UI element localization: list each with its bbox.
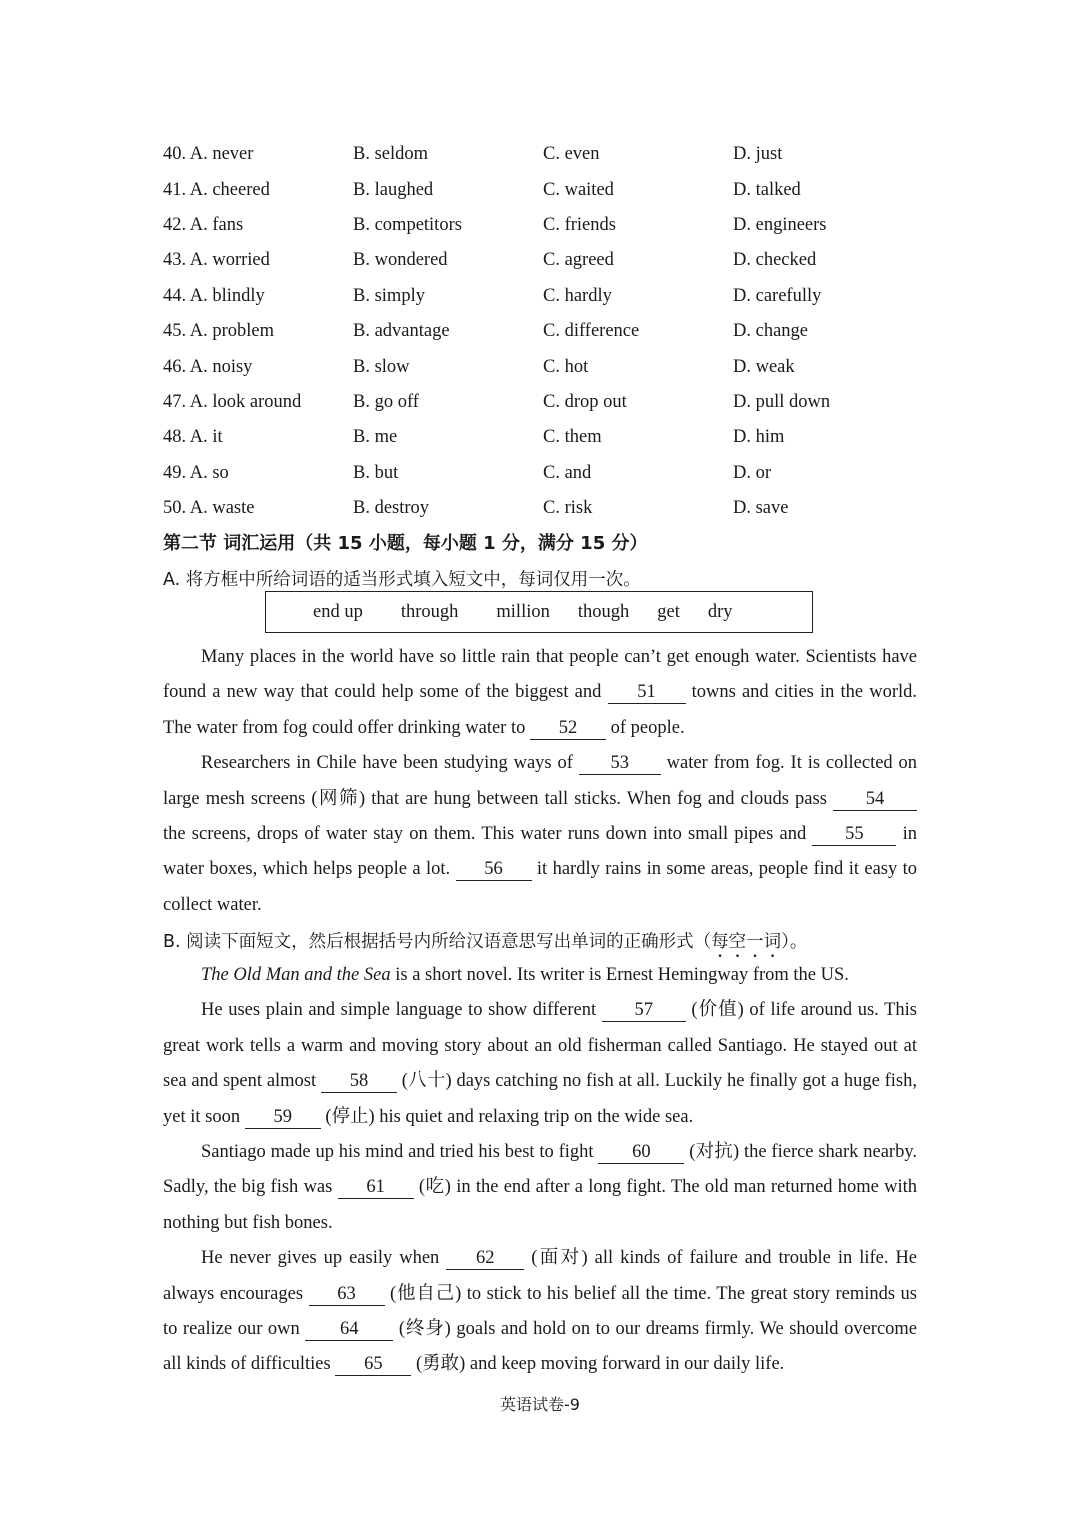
- part-a-passage: [163, 640, 917, 923]
- option-d: D. save: [733, 498, 789, 519]
- blank-64: 64: [305, 1318, 393, 1341]
- option-c: C. friends: [543, 214, 616, 235]
- option-b: B. simply: [353, 285, 425, 306]
- option-c: C. even: [543, 144, 600, 165]
- option-d: D. engineers: [733, 214, 827, 235]
- option-row: [163, 137, 923, 172]
- passage-text: (面对) all kinds of failure and trouble in life. He always encourages: [163, 1248, 918, 1304]
- passage-text: water from fog. It is collected on large mesh screens (网筛) that are hung between tall sticks. When fog and clouds pass: [163, 753, 918, 809]
- blank-57: 57: [602, 999, 686, 1022]
- option-c: C. risk: [543, 498, 593, 519]
- word-box-item: million: [496, 601, 550, 622]
- option-d: D. change: [733, 321, 808, 342]
- option-row: [163, 385, 923, 420]
- passage-text: Researchers in Chile have been studying ways of: [201, 753, 573, 774]
- section-heading: 第二节 词汇运用（共 15 小题，每小题 1 分，满分 15 分）: [163, 533, 648, 554]
- passage-paragraph: [163, 1241, 917, 1383]
- option-d: D. checked: [733, 250, 817, 271]
- options-table: [163, 137, 923, 526]
- passage-text: (对抗) the fierce shark nearby. Sadly, the big fish was: [163, 1142, 918, 1198]
- passage-text: (吃) in the end after a long fight. The old man returned home with nothing but fish bones.: [163, 1177, 918, 1233]
- option-b: B. destroy: [353, 498, 430, 519]
- blank-53: 53: [579, 752, 661, 775]
- passage-text: Santiago made up his mind and tried his best to fight: [201, 1142, 594, 1163]
- instruction-text: B. 阅读下面短文，然后根据括号内所给汉语意思写出单词的正确形式（: [163, 932, 712, 952]
- passage-text: in water boxes, which helps people a lot.: [163, 824, 917, 880]
- option-a: 44. A. blindly: [163, 285, 265, 306]
- blank-63: 63: [309, 1283, 385, 1306]
- option-d: D. carefully: [733, 285, 822, 306]
- passage-text: of people.: [610, 717, 685, 738]
- novel-title: The Old Man and the Sea: [201, 965, 391, 985]
- option-b: B. laughed: [353, 179, 434, 200]
- option-c: C. difference: [543, 321, 640, 342]
- option-c: C. them: [543, 427, 602, 448]
- word-box-item: end up: [313, 601, 363, 622]
- word-box-item: though: [577, 601, 630, 622]
- blank-52: 52: [530, 717, 606, 740]
- passage-text: it hardly rains in some areas, people find it easy to collect water.: [163, 859, 918, 915]
- blank-56: 56: [456, 858, 532, 881]
- passage-text: He never gives up easily when: [201, 1248, 440, 1269]
- option-a: 48. A. it: [163, 427, 223, 448]
- option-d: D. talked: [733, 179, 801, 200]
- part-b-instruction: [163, 928, 807, 962]
- passage-paragraph: [163, 958, 917, 993]
- option-d: D. weak: [733, 356, 795, 377]
- option-b: B. competitors: [353, 214, 462, 235]
- passage-paragraph: [163, 993, 917, 1135]
- option-c: C. drop out: [543, 391, 627, 412]
- option-a: 42. A. fans: [163, 214, 244, 235]
- word-box: [265, 591, 813, 633]
- passage-text: (停止) his quiet and relaxing trip on the wide sea.: [325, 1106, 694, 1127]
- blank-61: 61: [338, 1176, 414, 1199]
- blank-51: 51: [608, 681, 686, 704]
- option-d: D. pull down: [733, 391, 831, 412]
- passage-paragraph: [163, 640, 917, 746]
- blank-62: 62: [446, 1247, 524, 1270]
- option-a: 45. A. problem: [163, 321, 274, 342]
- option-c: C. agreed: [543, 250, 614, 271]
- passage-text: the screens, drops of water stay on them. This water runs down into small pipes and: [163, 824, 807, 845]
- passage-paragraph: [163, 746, 917, 923]
- option-a: 43. A. worried: [163, 250, 270, 271]
- passage-text: (八十) days catching no fish at all. Luckily he finally got a huge fish, yet it soon: [163, 1071, 917, 1127]
- option-c: C. waited: [543, 179, 614, 200]
- option-a: 46. A. noisy: [163, 356, 253, 377]
- word-box-item: get: [657, 601, 680, 622]
- option-a: 47. A. look around: [163, 391, 302, 412]
- option-b: B. seldom: [353, 144, 429, 165]
- option-row: [163, 456, 923, 491]
- word-box-item: through: [400, 601, 459, 622]
- blank-55: 55: [812, 823, 896, 846]
- option-a: 49. A. so: [163, 462, 229, 483]
- option-c: C. hot: [543, 356, 589, 377]
- blank-60: 60: [598, 1141, 684, 1164]
- option-row: [163, 208, 923, 243]
- option-a: 40. A. never: [163, 144, 254, 165]
- blank-58: 58: [321, 1070, 397, 1093]
- passage-text: is a short novel. Its writer is Ernest Hemingway from the US.: [395, 965, 849, 985]
- option-b: B. wondered: [353, 250, 448, 271]
- option-a: 50. A. waste: [163, 498, 255, 519]
- option-a: 41. A. cheered: [163, 179, 270, 200]
- part-b-passage: [163, 958, 917, 1383]
- option-row: [163, 491, 923, 526]
- option-row: [163, 279, 923, 314]
- blank-54: 54: [833, 788, 917, 811]
- instruction-text: ）。: [781, 932, 808, 952]
- option-b: B. me: [353, 427, 398, 448]
- blank-65: 65: [335, 1353, 411, 1376]
- passage-text: (勇敢) and keep moving forward in our daily life.: [415, 1354, 785, 1375]
- option-row: [163, 243, 923, 278]
- page-footer: 英语试卷-9: [500, 1395, 580, 1414]
- option-c: C. and: [543, 462, 592, 483]
- option-b: B. slow: [353, 356, 410, 377]
- part-a-instruction: A. 将方框中所给词语的适当形式填入短文中，每词仅用一次。: [163, 570, 641, 590]
- word-box-item: dry: [707, 601, 733, 622]
- option-b: B. but: [353, 462, 399, 483]
- instruction-emphasis: 每空一词: [711, 932, 782, 952]
- option-d: D. him: [733, 427, 785, 448]
- option-c: C. hardly: [543, 285, 612, 306]
- passage-paragraph: [163, 1135, 917, 1241]
- option-row: [163, 314, 923, 349]
- option-b: B. go off: [353, 391, 419, 412]
- option-row: [163, 420, 923, 455]
- passage-text: towns and cities in the world. The water from fog could offer drinking water to: [163, 682, 918, 738]
- passage-text: (终身) goals and hold on to our dreams firmly. We should overcome all kinds of difficulties: [163, 1319, 918, 1375]
- option-d: D. or: [733, 462, 772, 483]
- passage-text: Many places in the world have so little rain that people can’t get enough water. Scientists have found a new way that could help some of the biggest and: [163, 647, 917, 703]
- option-d: D. just: [733, 144, 783, 165]
- blank-59: 59: [245, 1106, 321, 1129]
- passage-text: He uses plain and simple language to show different: [201, 1000, 597, 1021]
- passage-text: (他自己) to stick to his belief all the time. The great story reminds us to realize our own: [163, 1283, 918, 1340]
- passage-text: (价值) of life around us. This great work tells a warm and moving story about an old fisherman called Santiago. He stayed out at sea and spent almost: [163, 1000, 918, 1092]
- option-row: [163, 349, 923, 384]
- option-row: [163, 172, 923, 207]
- option-b: B. advantage: [353, 321, 450, 342]
